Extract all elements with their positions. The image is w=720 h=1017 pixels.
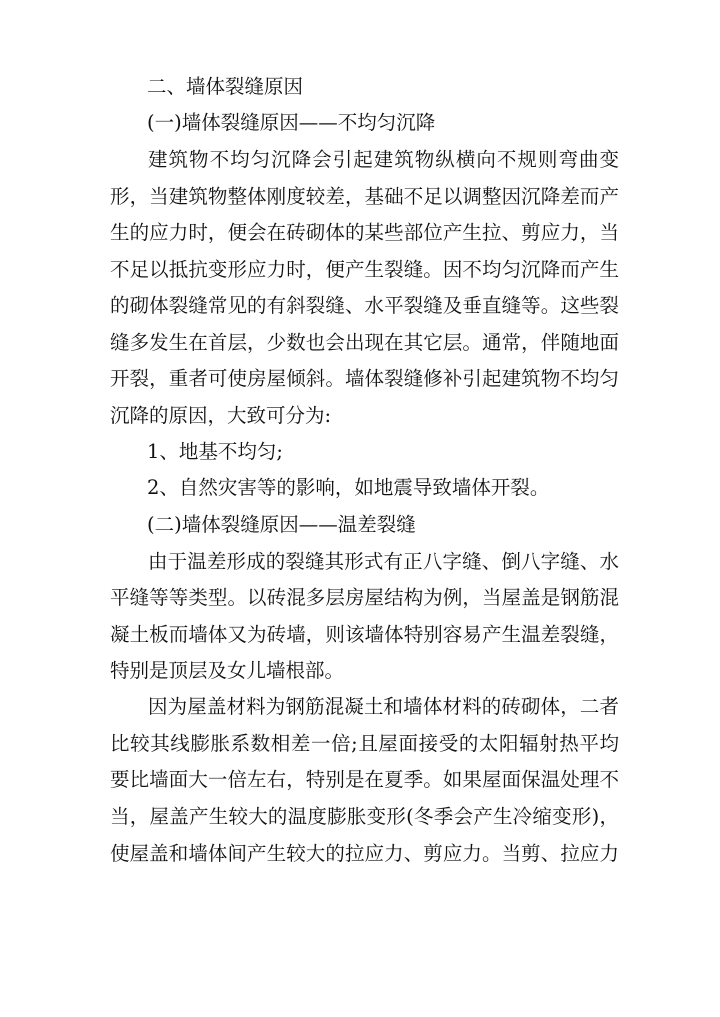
text-line-22: 使屋盖和墙体间产生较大的拉应力、剪应力。当剪、拉应力 xyxy=(110,842,619,865)
text-line-11: 1、地基不均匀; xyxy=(147,440,283,463)
text-line-3: 建筑物不均匀沉降会引起建筑物纵横向不规则弯曲变 xyxy=(148,148,619,171)
text-line-4: 形，当建筑物整体刚度较差，基础不足以调整因沉降差而产 xyxy=(110,185,619,208)
text-line-9: 开裂，重者可使房屋倾斜。墙体裂缝修补引起建筑物不均匀 xyxy=(110,367,619,390)
text-line-10: 沉降的原因，大致可分为: xyxy=(110,404,332,427)
text-line-21: 当，屋盖产生较大的温度膨胀变形(冬季会产生冷缩变形)， xyxy=(110,805,619,828)
text-line-2: (一)墙体裂缝原因——不均匀沉降 xyxy=(147,111,436,134)
text-line-1: 二、墙体裂缝原因 xyxy=(147,75,304,98)
text-line-14: 由于温差形成的裂缝其形式有正八字缝、倒八字缝、水 xyxy=(148,550,619,573)
text-line-19: 比较其线膨胀系数相差一倍;且屋面接受的太阳辐射热平均 xyxy=(110,732,619,755)
text-line-8: 缝多发生在首层，少数也会出现在其它层。通常，伴随地面 xyxy=(110,331,619,354)
text-line-20: 要比墙面大一倍左右，特别是在夏季。如果屋面保温处理不 xyxy=(110,768,619,791)
text-line-12: 2、自然灾害等的影响，如地震导致墙体开裂。 xyxy=(147,476,550,499)
text-line-15: 平缝等等类型。以砖混多层房屋结构为例，当屋盖是钢筋混 xyxy=(110,586,619,609)
text-line-6: 不足以抵抗变形应力时，便产生裂缝。因不均匀沉降而产生 xyxy=(110,258,619,281)
text-line-16: 凝土板而墙体又为砖墙，则该墙体特别容易产生温差裂缝， xyxy=(110,623,619,646)
text-line-7: 的砌体裂缝常见的有斜裂缝、水平裂缝及垂直缝等。这些裂 xyxy=(110,294,619,317)
text-line-17: 特别是顶层及女儿墙根部。 xyxy=(110,659,345,682)
text-line-5: 生的应力时，便会在砖砌体的某些部位产生拉、剪应力，当 xyxy=(110,221,619,244)
text-line-18: 因为屋盖材料为钢筋混凝土和墙体材料的砖砌体，二者 xyxy=(148,695,619,718)
text-line-13: (二)墙体裂缝原因——温差裂缝 xyxy=(147,513,416,536)
